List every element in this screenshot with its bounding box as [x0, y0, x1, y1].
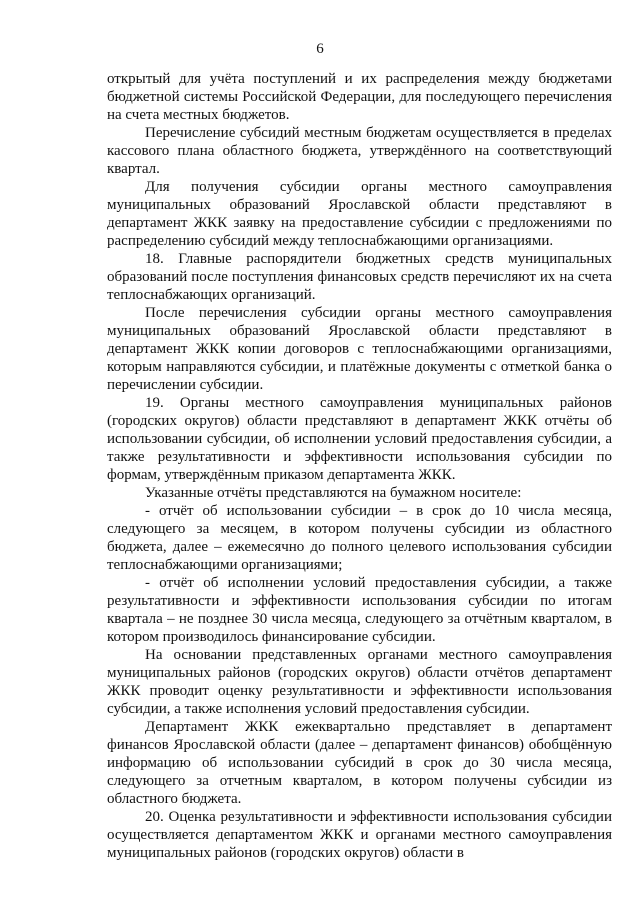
paragraph: Указанные отчёты представляются на бумажном носителе: [145, 485, 522, 501]
paragraph: Для получения субсидии органы местного самоуправления муниципальных образований Ярославской области представляют в департамент ЖКК заявку на предоставление субсидии с предложениями по распределению субсидий между теплоснабжающими организациями. [107, 179, 612, 249]
paragraph: 19. Органы местного самоуправления муниципальных районов (городских округов) области представляют в департамент ЖКК отчёты об использовании субсидии, об исполнении условий предоставления субсидии, а также результативности и эффективности использования субсидии по формам, утверждённым приказом департамента ЖКК. [107, 395, 612, 483]
list-item: - отчёт об исполнении условий предоставления субсидии, а также результативности и эффективности использования субсидии по итогам квартала – не позднее 30 числа месяца, следующего за отчётным кварталом, в котором производилось финансирование субсидии. [107, 575, 612, 645]
paragraph: открытый для учёта поступлений и их распределения между бюджетами бюджетной системы Российской Федерации, для последующего перечисления на счета местных бюджетов. [107, 71, 612, 123]
paragraph: Перечисление субсидий местным бюджетам осуществляется в пределах кассового плана областного бюджета, утверждённого на соответствующий квартал. [107, 125, 612, 177]
paragraph: На основании представленных органами местного самоуправления муниципальных районов (городских округов) области отчётов департамент ЖКК проводит оценку результативности и эффективности использования субсидии, а также исполнения условий предоставления субсидии. [107, 647, 612, 717]
page-number: 6 [316, 41, 324, 57]
paragraph: 18. Главные распорядители бюджетных средств муниципальных образований после поступления финансовых средств перечисляют их на счета теплоснабжающих организаций. [107, 251, 612, 303]
paragraph: Департамент ЖКК ежеквартально представляет в департамент финансов Ярославской области (далее – департамент финансов) обобщённую информацию об использовании субсидий в срок до 30 числа месяца, следующего за отчетным кварталом, в котором получены субсидии из областного бюджета. [107, 719, 612, 807]
document-body [107, 70, 612, 862]
paragraph: После перечисления субсидии органы местного самоуправления муниципальных образований Ярославской области представляют в департамент ЖКК копии договоров с теплоснабжающими организациями, которым направляются субсидии, и платёжные документы с отметкой банка о перечислении субсидии. [107, 305, 612, 393]
paragraph: 20. Оценка результативности и эффективности использования субсидии осуществляется департаментом ЖКК и органами местного самоуправления муниципальных районов (городских округов) области в [107, 809, 612, 861]
list-item: - отчёт об использовании субсидии – в срок до 10 числа месяца, следующего за месяцем, в котором получены субсидии из областного бюджета, далее – ежемесячно до полного целевого использования субсидии теплоснабжающими организациями; [107, 503, 612, 573]
